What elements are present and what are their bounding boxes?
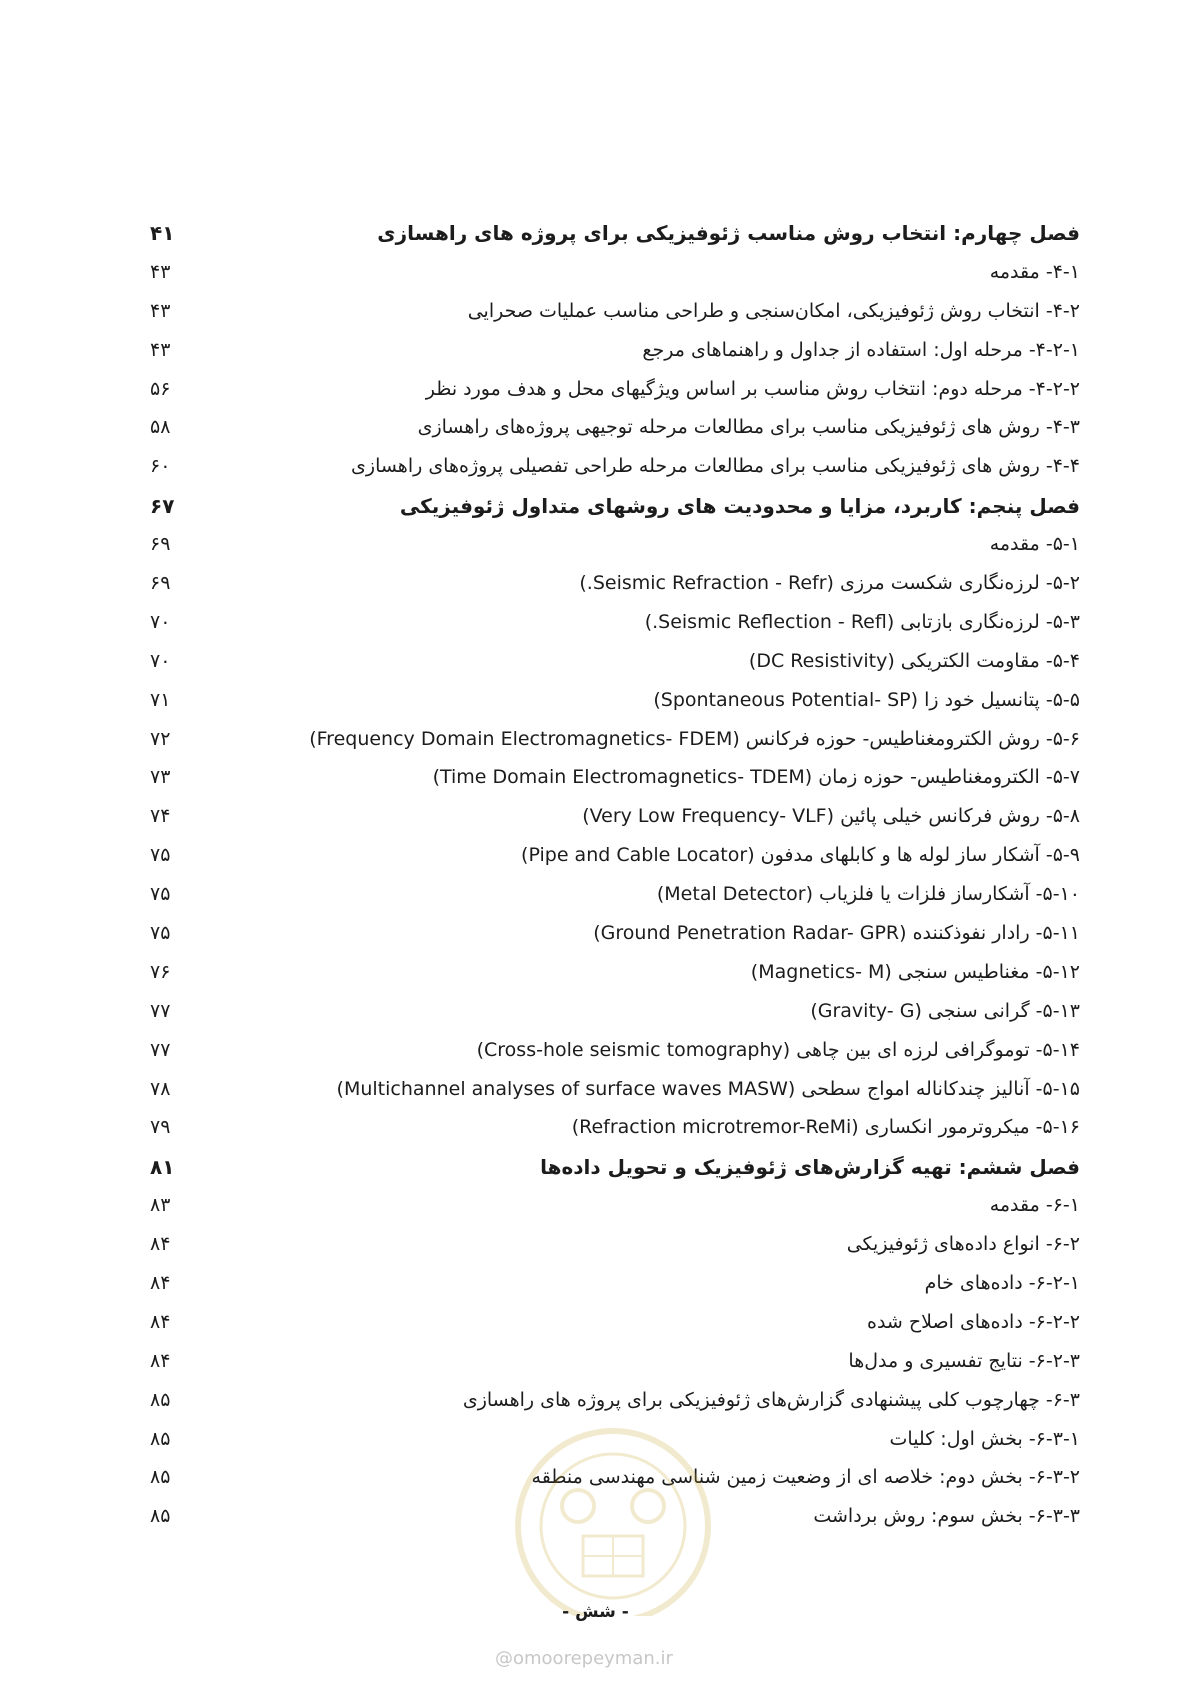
toc-row <box>150 642 1080 681</box>
toc-entry-title: ۵-۱۶- میکروترمور انکساری (Refraction microtremor-ReMi) <box>571 1116 1080 1139</box>
toc-entry-title: ۵-۲- لرزه‌نگاری شکست مرزی (Seismic Refraction - Refr.) <box>579 571 1080 594</box>
toc-page-number: ۷۰ <box>150 610 171 633</box>
toc-row <box>150 253 1080 292</box>
toc-page-number: ۷۹ <box>150 1116 171 1139</box>
toc-page-number: ۷۸ <box>150 1077 171 1100</box>
toc-page-number: ۸۵ <box>150 1505 171 1528</box>
toc-entry-title: ۶-۳-۱- بخش اول: کلیات <box>889 1427 1080 1450</box>
toc-page-number: ۷۶ <box>150 960 171 983</box>
toc-row <box>150 681 1080 720</box>
toc-entry-title: ۵-۱- مقدمه <box>989 533 1080 556</box>
toc-row <box>150 875 1080 914</box>
toc-row <box>150 603 1080 642</box>
toc-entry-title: ۶-۳-۲- بخش دوم: خلاصه ای از وضعیت زمین شناسی مهندسی منطقه <box>531 1466 1080 1489</box>
toc-page-number: ۴۱ <box>150 221 175 246</box>
toc-page-number: ۵۶ <box>150 377 171 400</box>
toc-entry-title: ۵-۱۵- آنالیز چندکاناله امواج سطحی (Multichannel analyses of surface waves MASW) <box>336 1077 1080 1100</box>
toc-row <box>150 953 1080 992</box>
toc-row <box>150 914 1080 953</box>
toc-page-number: ۸۵ <box>150 1466 171 1489</box>
toc-entry-title: ۴-۱- مقدمه <box>989 260 1080 283</box>
toc-row <box>150 720 1080 759</box>
toc-page-number: ۷۴ <box>150 805 171 828</box>
stamp-logo <box>478 1416 748 1616</box>
toc-row <box>150 836 1080 875</box>
toc-row <box>150 1070 1080 1109</box>
toc-row <box>150 1381 1080 1420</box>
toc-page-number: ۷۳ <box>150 766 171 789</box>
toc-entry-title: فصل پنجم: کاربرد، مزایا و محدودیت های روشهای متداول ژئوفیزیکی <box>399 493 1080 518</box>
toc-page-number: ۷۵ <box>150 844 171 867</box>
toc-entry-title: ۵-۷- الکترومغناطیس- حوزه زمان (Time Domain Electromagnetics- TDEM) <box>432 766 1080 789</box>
toc-row <box>150 370 1080 409</box>
toc-entry-title: ۶-۲-۳- نتایج تفسیری و مدل‌ها <box>848 1349 1080 1372</box>
toc-page-number: ۷۷ <box>150 1038 171 1061</box>
toc-row <box>150 1303 1080 1342</box>
toc-page-number: ۸۴ <box>150 1349 171 1372</box>
toc-chapter-row <box>150 486 1080 525</box>
toc-entry-title: ۶-۲- انواع داده‌های ژئوفیزیکی <box>846 1233 1080 1256</box>
toc-row <box>150 525 1080 564</box>
toc-entry-title: ۵-۱۰- آشکارساز فلزات یا فلزیاب (Metal Detector) <box>656 883 1080 906</box>
toc-entry-title: ۶-۲-۱- داده‌های خام <box>924 1271 1080 1294</box>
toc-page-number: ۸۳ <box>150 1194 171 1217</box>
toc-page-number: ۷۷ <box>150 999 171 1022</box>
toc-entry-title: ۴-۴- روش های ژئوفیزیکی مناسب برای مطالعات مرحله طراحی تفصیلی پروژه‌های راهسازی <box>351 455 1080 478</box>
toc-chapter-row <box>150 214 1080 253</box>
toc-page-number: ۴۳ <box>150 260 171 283</box>
toc-page-number: ۷۵ <box>150 921 171 944</box>
toc-page-number: ۷۱ <box>150 688 171 711</box>
toc-row <box>150 447 1080 486</box>
toc-row <box>150 797 1080 836</box>
table-of-contents <box>150 214 1080 1536</box>
toc-page-number: ۸۴ <box>150 1233 171 1256</box>
toc-row <box>150 292 1080 331</box>
toc-page-number: ۶۷ <box>150 493 175 518</box>
toc-entry-title: ۵-۴- مقاومت الکتریکی (DC Resistivity) <box>748 649 1080 672</box>
toc-entry-title: ۵-۱۴- توموگرافی لرزه ای بین چاهی (Cross-hole seismic tomography) <box>476 1038 1080 1061</box>
toc-row <box>150 1225 1080 1264</box>
toc-page-number: ۶۹ <box>150 571 171 594</box>
toc-entry-title: ۶-۲-۲- داده‌های اصلاح شده <box>867 1310 1080 1333</box>
toc-row <box>150 1186 1080 1225</box>
toc-entry-title: ۵-۸- روش فرکانس خیلی پائین (Very Low Frequency- VLF) <box>582 805 1080 828</box>
toc-entry-title: ۶-۳-۳- بخش سوم: روش برداشت <box>813 1505 1080 1528</box>
watermark-url: @omoorepeyman.ir <box>495 1648 673 1669</box>
toc-page-number: ۷۰ <box>150 649 171 672</box>
toc-entry-title: ۵-۱۳- گرانی سنجی (Gravity- G) <box>810 999 1080 1022</box>
toc-page-number: ۸۵ <box>150 1388 171 1411</box>
toc-row <box>150 758 1080 797</box>
toc-entry-title: ۵-۱۲- مغناطیس سنجی (Magnetics- M) <box>750 960 1080 983</box>
toc-entry-title: فصل ششم: تهیه گزارش‌های ژئوفیزیک و تحویل داده‌ها <box>540 1154 1080 1179</box>
toc-row <box>150 331 1080 370</box>
toc-row <box>150 564 1080 603</box>
toc-row <box>150 992 1080 1031</box>
toc-page-number: ۷۵ <box>150 883 171 906</box>
toc-entry-title: ۵-۹- آشکار ساز لوله ها و کابلهای مدفون (Pipe and Cable Locator) <box>521 844 1080 867</box>
toc-page-number: ۸۴ <box>150 1271 171 1294</box>
toc-page-number: ۴۳ <box>150 338 171 361</box>
toc-entry-title: ۶-۳- چهارچوب کلی پیشنهادی گزارش‌های ژئوفیزیکی برای پروژه های راهسازی <box>462 1388 1080 1411</box>
page-number-footer: - شش - <box>562 1602 629 1622</box>
toc-page-number: ۶۹ <box>150 533 171 556</box>
toc-page-number: ۸۱ <box>150 1154 175 1179</box>
toc-entry-title: ۴-۲-۲- مرحله دوم: انتخاب روش مناسب بر اساس ویژگیهای محل و هدف مورد نظر <box>425 377 1080 400</box>
toc-row <box>150 408 1080 447</box>
toc-page-number: ۶۰ <box>150 455 171 478</box>
toc-row <box>150 1108 1080 1147</box>
toc-entry-title: ۵-۱۱- رادار نفوذکننده (Ground Penetration Radar- GPR) <box>593 921 1080 944</box>
toc-entry-title: ۵-۶- روش الکترومغناطیس- حوزه فرکانس (Frequency Domain Electromagnetics- FDEM) <box>309 727 1080 750</box>
toc-entry-title: ۵-۳- لرزه‌نگاری بازتابی (Seismic Reflection - Refl.) <box>644 610 1080 633</box>
toc-entry-title: ۵-۵- پتانسیل خود زا (Spontaneous Potential- SP) <box>653 688 1080 711</box>
toc-page-number: ۴۳ <box>150 299 171 322</box>
toc-row <box>150 1031 1080 1070</box>
toc-page-number: ۷۲ <box>150 727 171 750</box>
toc-page-number: ۸۴ <box>150 1310 171 1333</box>
toc-entry-title: ۶-۱- مقدمه <box>989 1194 1080 1217</box>
toc-page-number: ۵۸ <box>150 416 171 439</box>
toc-entry-title: ۴-۲-۱- مرحله اول: استفاده از جداول و راهنماهای مرجع <box>642 338 1080 361</box>
toc-entry-title: ۴-۳- روش های ژئوفیزیکی مناسب برای مطالعات مرحله توجیهی پروژه‌های راهسازی <box>417 416 1080 439</box>
toc-entry-title: ۴-۲- انتخاب روش ژئوفیزیکی، امکان‌سنجی و طراحی مناسب عملیات صحرایی <box>467 299 1080 322</box>
toc-page-number: ۸۵ <box>150 1427 171 1450</box>
toc-row <box>150 1264 1080 1303</box>
toc-entry-title: فصل چهارم: انتخاب روش مناسب ژئوفیزیکی برای پروژه های راهسازی <box>377 221 1080 246</box>
toc-chapter-row <box>150 1147 1080 1186</box>
toc-row <box>150 1342 1080 1381</box>
